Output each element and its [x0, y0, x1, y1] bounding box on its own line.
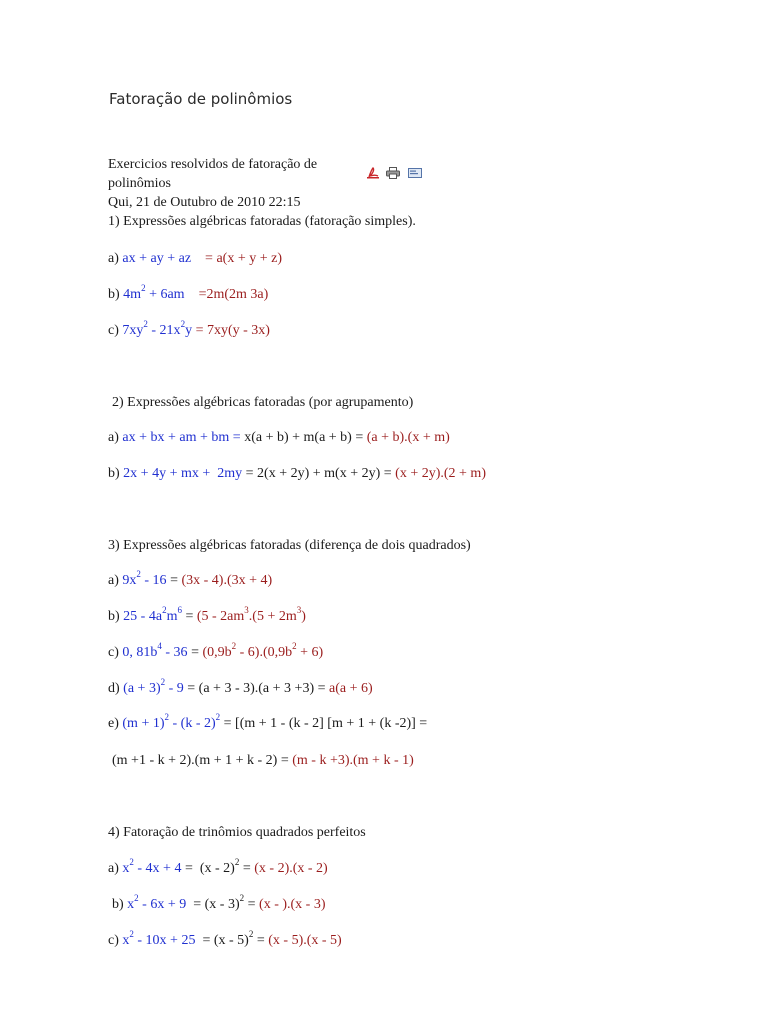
s2-item-b: b) 2x + 4y + mx + 2my = 2(x + 2y) + m(x + 2y) = (x + 2y).(2 + m): [108, 466, 486, 481]
section2-heading: 2) Expressões algébricas fatoradas (por agrupamento): [112, 395, 414, 410]
s3-item-e: e) $(m + 1)^2 - (k - 2)^2 = [(m + 1 - (k - 2] [m + 1 + (k$ -2)] =: [108, 712, 428, 731]
s1-item-c: c) $7xy^2 - 21x^2y = 7xy(y - 3x)$: [108, 319, 270, 338]
s4-item-c: c) $x^2 - 10x + 25 = (x - 5)^2 = (x - 5).(x - 5)$: [108, 929, 342, 948]
article-title-line1: Exercicios resolvidos de fatoração de: [108, 157, 318, 172]
s1-item-a: a) ax + ay + az = a(x + y + z): [108, 251, 282, 266]
s2-item-a: a) ax + bx + am + bm = x(a + b) + m(a + b) = (a + b).(x + m): [108, 430, 450, 445]
s3-item-b: b) $25 - 4a^2m^6 = (5 - 2am^3.(5 + 2m^3)$: [108, 605, 306, 624]
s1-item-b: b) $4m^2 + 6am$ =2m(2m 3a): [108, 283, 269, 302]
section4-heading: 4) Fatoração de trinômios quadrados perfeitos: [108, 825, 366, 840]
article-date: Qui, 21 de Outubro de 2010 22:15: [108, 195, 301, 210]
pdf-icon[interactable]: [366, 167, 380, 179]
article-title-line2: polinômios: [108, 176, 172, 191]
s3-item-a: a) $9x^2 - 16 = (3x - 4).(3x + 4)$: [108, 569, 273, 588]
page-title: Fatoração de polinômios: [109, 90, 293, 108]
s3-item-c: c) 0, $81b^4 - 36 = (0,9b^2 - 6).(0,9b^2 + 6)$: [108, 641, 324, 660]
s4-item-a: a) $x^2 - 4x + 4 = (x - 2)^2 = (x - 2).(x - 2)$: [108, 857, 328, 876]
print-icon[interactable]: [386, 167, 400, 179]
s3-item-d: d) $(a + 3)^2 - 9 = (a + 3 - 3).(a + 3 +3) = a(a + 6)$: [108, 677, 373, 696]
email-icon[interactable]: [408, 167, 422, 179]
s3-item-e-continued: (m +1 - k + 2).(m + 1 + k - 2) = (m - k +3).(m + k - 1): [112, 753, 414, 768]
section3-heading: 3) Expressões algébricas fatoradas (diferença de dois quadrados): [108, 538, 471, 553]
section1-heading: 1) Expressões algébricas fatoradas (fatoração simples).: [108, 214, 416, 229]
s4-item-b: b) $x^2 - 6x + 9 = (x - 3)^2 = (x - ).(x - 3)$: [112, 893, 326, 912]
